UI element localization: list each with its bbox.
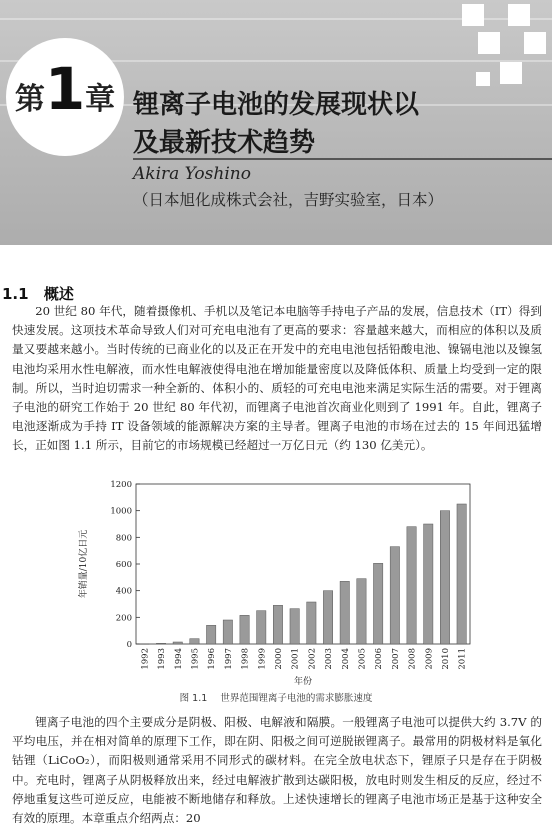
- chapter-suffix: 章: [85, 82, 116, 117]
- x-tick-label: 2005: [357, 648, 368, 670]
- y-tick-label: 800: [115, 533, 132, 544]
- bar: [407, 527, 416, 644]
- figure-caption: [0, 690, 552, 704]
- chapter-number: 1: [44, 55, 86, 123]
- author-affiliation: （日本旭化成株式会社，吉野实验室，日本）: [133, 191, 444, 209]
- body-paragraph: 20 世纪 80 年代，随着摄像机、手机以及笔记本电脑等手持电子产品的发展，信息技术（IT）得到快速发展。这项技术革命导致人们对可充电电池有了更高的要求：容量越来越大，而相应的体积以及质量又要越来越小。当时传统的已商业化的以及正在开发中的充电电池包括铅酸电池、镍镉电池以及镍氢电池均采用水性电解液，而水性电解液使得电池在增加能量密度以及降低体积、质量上均受到一定的限制。所以，当时迫切需求一种全新的、体积小的、质轻的可充电电池来满足实际生活的需要。对于锂离子电池的研究工作始于 20 世纪 80 年代初，而锂离子电池首次商业化则到了 1991 年。自此，锂离子电池逐渐成为手持 IT 设备领域的能源解决方案的主导者。锂离子电池的市场在过去的 15 年间迅猛增长，正如图 1.1 所示，目前它的市场规模已经超过一万亿日元（约 130 亿美元）。: [12, 304, 542, 453]
- x-tick-label: 2008: [407, 648, 418, 670]
- decor-square: [478, 32, 500, 54]
- decor-square: [524, 32, 546, 54]
- bar: [273, 605, 282, 644]
- x-tick-label: 1998: [240, 648, 251, 670]
- x-tick-label: 2000: [273, 648, 284, 670]
- plot-frame: [136, 484, 470, 644]
- bar: [257, 611, 266, 644]
- x-tick-label: 2001: [290, 648, 301, 670]
- bar: [307, 602, 316, 644]
- x-tick-label: 2004: [340, 648, 351, 670]
- x-tick-label: 2007: [390, 648, 401, 670]
- y-tick-label: 1000: [110, 506, 132, 517]
- bar: [340, 581, 349, 644]
- chapter-banner: [0, 0, 552, 245]
- y-tick-label: 200: [115, 613, 132, 624]
- x-tick-label: 1995: [190, 648, 201, 670]
- bar: [173, 642, 182, 644]
- bar: [190, 639, 199, 644]
- x-tick-label: 1999: [257, 648, 268, 670]
- author-name: Akira Yoshino: [133, 164, 251, 184]
- y-tick-label: 400: [115, 586, 132, 597]
- x-tick-label: 2010: [440, 648, 451, 670]
- x-tick-label: 2006: [374, 648, 385, 670]
- y-axis-label: 年销量/10亿日元: [79, 529, 89, 599]
- section-heading: [2, 283, 74, 304]
- bar: [223, 620, 232, 644]
- y-tick-label: 1200: [110, 480, 132, 490]
- body-paragraph: 锂离子电池的四个主要成分是阴极、阳极、电解液和隔膜。一般锂离子电池可以提供大约 3.7V 的平均电压，并在相对简单的原理下工作，即在阴、阳极之间可逆脱嵌锂离子。最常用的阴极材料是氧化钴锂（LiCoO₂），而阳极则通常采用不同形式的碳材料。在完全放电状态下，锂原子只是存在于阴极中。充电时，锂离子从阴极释放出来，经过电解液扩散到达碳阳极，放电时则发生相反的反应，经过不停地重复这些可逆反应，电能被不断地储存和释放。上述快速增长的锂离子电池市场正是基于这种安全有效的原理。本章重点介绍两点：20: [12, 715, 542, 826]
- bar: [390, 547, 399, 644]
- decor-square: [462, 4, 484, 26]
- chapter-title: [133, 86, 543, 162]
- decor-square: [500, 62, 522, 84]
- bar: [457, 504, 466, 644]
- decor-square: [508, 4, 530, 26]
- bar: [357, 579, 366, 644]
- chapter-badge: [6, 38, 124, 156]
- chapter-title-line: 锂离子电池的发展现状以: [133, 90, 420, 120]
- bar: [240, 615, 249, 644]
- section-title: 概述: [43, 285, 74, 303]
- demand-bar-chart: [70, 478, 490, 688]
- bar: [156, 643, 165, 644]
- x-tick-label: 1997: [223, 648, 234, 670]
- bar: [424, 524, 433, 644]
- chapter-title-line: 及最新技术趋势: [133, 128, 316, 158]
- section-number: 1.1: [2, 285, 29, 303]
- x-tick-label: 1992: [140, 648, 151, 670]
- decor-square: [476, 72, 490, 86]
- x-tick-label: 1996: [207, 648, 218, 670]
- y-tick-label: 0: [126, 640, 132, 650]
- figure-caption-text: 世界范围锂离子电池的需求膨胀速度: [220, 693, 373, 704]
- y-tick-label: 600: [115, 560, 132, 570]
- bar: [140, 644, 149, 645]
- title-rule: [133, 158, 552, 160]
- bar: [440, 511, 449, 644]
- bar: [323, 591, 332, 644]
- bar: [206, 625, 215, 644]
- x-tick-label: 1994: [173, 648, 184, 670]
- x-tick-label: 2011: [457, 648, 468, 670]
- x-tick-label: 2002: [307, 648, 318, 670]
- figure-number: 图 1.1: [179, 693, 208, 704]
- x-tick-label: 2009: [424, 648, 435, 670]
- x-tick-label: 1993: [157, 648, 168, 670]
- bar: [373, 563, 382, 644]
- bar: [290, 609, 299, 644]
- chapter-prefix: 第: [14, 82, 45, 117]
- x-axis-label: 年份: [293, 677, 313, 687]
- x-tick-label: 2003: [324, 648, 335, 670]
